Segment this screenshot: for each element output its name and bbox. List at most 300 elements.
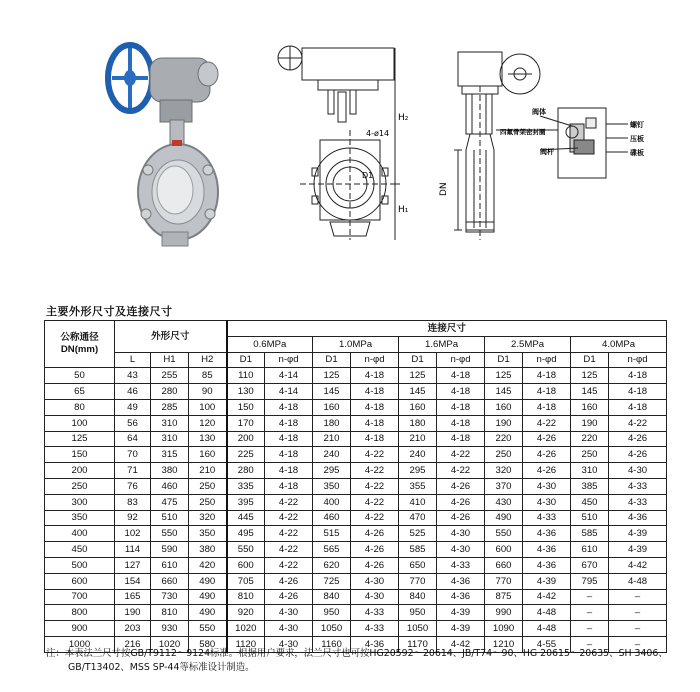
d1-label: D1 [362,171,374,180]
table-cell: 4-22 [265,526,313,542]
table-cell: 4-22 [351,463,399,479]
table-cell: 450 [571,494,609,510]
table-cell: 565 [313,542,351,558]
table-cell: 4-33 [609,494,667,510]
table-cell: 800 [45,605,115,621]
table-cell: 475 [151,494,189,510]
table-cell: 445 [227,510,265,526]
table-cell: 770 [485,573,523,589]
table-cell: 250 [571,447,609,463]
header-row-1 [45,321,667,337]
table-cell: 150 [227,399,265,415]
table-cell: 4-48 [609,573,667,589]
table-cell: 335 [227,478,265,494]
table-cell: – [571,636,609,652]
sub-header-d1: D1 [227,352,265,368]
table-cell: 550 [227,542,265,558]
table-cell: 85 [189,368,227,384]
table-cell: 4-36 [437,573,485,589]
table-cell: 610 [571,542,609,558]
table-cell: 490 [485,510,523,526]
table-cell: – [571,589,609,605]
table-cell: 4-18 [265,415,313,431]
table-cell: 460 [151,478,189,494]
table-cell: 450 [45,542,115,558]
table-row [45,510,667,526]
table-cell: 4-22 [351,478,399,494]
table-cell: 4-39 [609,526,667,542]
table-cell: 203 [115,621,151,637]
holes-label: 4-ø14 [366,129,390,138]
table-cell: 50 [45,368,115,384]
table-cell: 76 [115,478,151,494]
table-cell: 310 [151,431,189,447]
table-cell: 380 [189,542,227,558]
table-cell: 210 [399,431,437,447]
pressure-header-1: 1.0MPa [313,336,399,352]
table-cell: – [609,621,667,637]
table-cell: 4-18 [351,399,399,415]
side-view-drawing [454,52,628,240]
table-cell: 4-18 [351,431,399,447]
sub-header-nd: n-φd [437,352,485,368]
table-cell: 460 [313,510,351,526]
table-cell: 4-36 [351,636,399,652]
table-cell: 4-36 [437,589,485,605]
table-cell: 4-30 [437,526,485,542]
table-cell: 83 [115,494,151,510]
table-cell: 4-26 [351,557,399,573]
sub-header-nd: n-φd [351,352,399,368]
table-cell: 250 [189,478,227,494]
table-cell: 4-22 [523,415,571,431]
table-cell: 154 [115,573,151,589]
table-cell: 930 [151,621,189,637]
table-cell: 840 [313,589,351,605]
table-cell: 4-30 [351,573,399,589]
table-row [45,431,667,447]
table-cell: 700 [45,589,115,605]
table-cell: 160 [313,399,351,415]
table-cell: 160 [485,399,523,415]
table-cell: 550 [151,526,189,542]
table-cell: 70 [115,447,151,463]
table-cell: 550 [485,526,523,542]
table-cell: 145 [399,384,437,400]
table-cell: 4-18 [609,368,667,384]
table-cell: 4-36 [609,510,667,526]
table-cell: 90 [189,384,227,400]
table-cell: 4-18 [523,384,571,400]
pressure-header-2: 1.6MPa [399,336,485,352]
table-cell: 420 [189,557,227,573]
sub-header-h1: H1 [151,352,189,368]
table-cell: 250 [189,494,227,510]
table-cell: – [571,605,609,621]
table-cell: 4-39 [437,621,485,637]
table-cell: 660 [485,557,523,573]
table-row [45,573,667,589]
table-cell: 990 [485,605,523,621]
table-cell: 4-26 [265,573,313,589]
table-cell: 1210 [485,636,523,652]
table-cell: 4-22 [265,494,313,510]
table-cell: 900 [45,621,115,637]
table-cell: 145 [313,384,351,400]
table-cell: 210 [313,431,351,447]
table-cell: 585 [571,526,609,542]
table-cell: 165 [115,589,151,605]
table-cell: 1120 [227,636,265,652]
table-cell: 620 [313,557,351,573]
table-cell: 180 [399,415,437,431]
table-cell: 255 [151,368,189,384]
pressure-header-3: 2.5MPa [485,336,571,352]
table-cell: 4-22 [351,447,399,463]
table-cell: 4-18 [523,399,571,415]
table-cell: 4-33 [351,605,399,621]
table-cell: 4-26 [523,431,571,447]
table-cell: 4-18 [265,431,313,447]
table-cell: 4-22 [351,494,399,510]
dn-label: DN [439,182,449,196]
table-cell: 840 [399,589,437,605]
sub-header-d1: D1 [571,352,609,368]
valve-photo [108,45,218,246]
footnote-line-1: 注：本表法兰尺寸按GB/T9112～9124标准。根据用户要求，法兰尺寸也可按HG20592～20614、JB/T74～90、HG 20615～20635、SH 3406、 [46,648,668,659]
table-cell: 370 [485,478,523,494]
table-cell: 810 [151,605,189,621]
table-cell: 705 [227,573,265,589]
table-cell: 1020 [227,621,265,637]
table-cell: 580 [189,636,227,652]
table-cell: 600 [485,542,523,558]
callout-plate: 压板 [630,135,644,143]
table-cell: 1050 [399,621,437,637]
table-cell: 510 [151,510,189,526]
table-cell: 4-18 [351,384,399,400]
table-cell: 4-22 [609,415,667,431]
table-cell: 4-26 [437,510,485,526]
table-cell: 125 [571,368,609,384]
table-row [45,415,667,431]
table-cell: 280 [151,384,189,400]
table-row [45,605,667,621]
sub-header-nd: n-φd [609,352,667,368]
table-cell: 160 [571,399,609,415]
table-row [45,621,667,637]
table-cell: 950 [399,605,437,621]
table-cell: 56 [115,415,151,431]
front-view-drawing [278,46,400,240]
table-cell: 795 [571,573,609,589]
table-cell: 490 [189,589,227,605]
table-cell: 1090 [485,621,523,637]
table-cell: 4-22 [265,557,313,573]
footnote-line-2: GB/T13402、MSS SP-44等标准设计制造。 [68,662,255,673]
pressure-header-0: 0.6MPa [227,336,313,352]
table-cell: 170 [227,415,265,431]
col-outline-header: 外形尺寸 [115,321,227,353]
table-cell: 46 [115,384,151,400]
table-cell: 130 [227,384,265,400]
table-cell: 190 [115,605,151,621]
table-cell: 210 [189,463,227,479]
table-cell: 4-26 [609,431,667,447]
table-cell: 320 [189,510,227,526]
table-cell: 670 [571,557,609,573]
table-cell: 4-22 [351,510,399,526]
table-cell: 4-33 [351,621,399,637]
h1-label: H₁ [398,205,409,215]
table-cell: 500 [45,557,115,573]
table-cell: 600 [45,573,115,589]
table-cell: 350 [313,478,351,494]
table-cell: 4-33 [523,510,571,526]
table-cell: 220 [571,431,609,447]
sub-header-d1: D1 [399,352,437,368]
table-row [45,399,667,415]
table-cell: 350 [189,526,227,542]
table-cell: 4-18 [265,463,313,479]
table-cell: 610 [151,557,189,573]
table-row [45,557,667,573]
table-cell: 4-18 [437,431,485,447]
table-cell: 4-26 [351,526,399,542]
table-cell: 4-18 [351,415,399,431]
table-cell: 920 [227,605,265,621]
table-cell: 4-26 [523,463,571,479]
table-cell: 225 [227,447,265,463]
table-cell: 64 [115,431,151,447]
table-cell: 4-18 [523,368,571,384]
table-cell: 4-26 [265,589,313,605]
table-cell: 490 [189,573,227,589]
table-cell: 100 [189,399,227,415]
table-cell: 4-30 [265,605,313,621]
table-row [45,368,667,384]
table-cell: 400 [313,494,351,510]
table-cell: 102 [115,526,151,542]
table-row [45,447,667,463]
table-cell: 490 [189,605,227,621]
table-cell: 125 [313,368,351,384]
table-cell: 190 [571,415,609,431]
table-cell: 410 [399,494,437,510]
table-cell: 1170 [399,636,437,652]
table-cell: 350 [45,510,115,526]
table-cell: 220 [485,431,523,447]
table-cell: 280 [227,463,265,479]
table-cell: 160 [399,399,437,415]
table-row [45,384,667,400]
table-cell: 4-18 [437,399,485,415]
table-cell: 145 [485,384,523,400]
table-cell: 4-39 [437,605,485,621]
table-cell: 470 [399,510,437,526]
callout-stem: 阀杆 [540,148,554,156]
table-cell: 725 [313,573,351,589]
table-row [45,494,667,510]
table-cell: 4-18 [351,368,399,384]
callout-body: 阀体 [532,108,546,116]
table-cell: 1160 [313,636,351,652]
table-cell: 4-18 [609,399,667,415]
table-cell: 395 [227,494,265,510]
sub-header-nd: n-φd [265,352,313,368]
table-cell: 400 [45,526,115,542]
table-cell: 71 [115,463,151,479]
table-cell: 950 [313,605,351,621]
table-cell: 150 [45,447,115,463]
table-cell: 285 [151,399,189,415]
table-cell: 130 [189,431,227,447]
table-cell: 4-30 [523,494,571,510]
table-cell: 4-36 [523,542,571,558]
table-row [45,589,667,605]
table-cell: 4-30 [265,636,313,652]
table-cell: – [609,589,667,605]
table-cell: – [571,621,609,637]
table-row [45,542,667,558]
pressure-header-4: 4.0MPa [571,336,667,352]
table-cell: – [609,605,667,621]
table-cell: 355 [399,478,437,494]
table-cell: 4-33 [609,478,667,494]
table-cell: 4-30 [523,478,571,494]
table-cell: 4-42 [437,636,485,652]
table-cell: 4-18 [437,368,485,384]
table-cell: 4-22 [437,463,485,479]
table-cell: 65 [45,384,115,400]
table-cell: 590 [151,542,189,558]
table-cell: 200 [45,463,115,479]
table-cell: 4-26 [351,542,399,558]
table-cell: 216 [115,636,151,652]
table-cell: 4-18 [609,384,667,400]
table-cell: 4-42 [609,557,667,573]
table-cell: 240 [313,447,351,463]
table-cell: 430 [485,494,523,510]
table-cell: 4-26 [437,494,485,510]
table-cell: 600 [227,557,265,573]
table-cell: 380 [151,463,189,479]
table-cell: 4-39 [609,542,667,558]
table-cell: 495 [227,526,265,542]
table-cell: 4-18 [265,478,313,494]
table-cell: 4-33 [437,557,485,573]
table-cell: 4-36 [523,557,571,573]
table-cell: 4-30 [351,589,399,605]
table-cell: 385 [571,478,609,494]
table-cell: 4-18 [265,447,313,463]
table-cell: 4-18 [437,384,485,400]
sub-header-d1: D1 [313,352,351,368]
table-body [45,368,667,652]
table-cell: 1000 [45,636,115,652]
valve-figures [0,0,700,300]
table-row [45,478,667,494]
table-cell: 125 [485,368,523,384]
table-cell: 110 [227,368,265,384]
table-cell: 310 [571,463,609,479]
table-cell: 515 [313,526,351,542]
table-title: 主要外形尺寸及连接尺寸 [46,305,173,318]
table-cell: 295 [313,463,351,479]
table-cell: 4-30 [609,463,667,479]
footnote [46,647,686,675]
sub-header-d1: D1 [485,352,523,368]
table-row [45,463,667,479]
table-cell: 49 [115,399,151,415]
table-cell: 810 [227,589,265,605]
table-cell: 125 [45,431,115,447]
table-cell: 310 [151,415,189,431]
table-cell: 127 [115,557,151,573]
table-cell: 1050 [313,621,351,637]
table-cell: 770 [399,573,437,589]
sub-header-h2: H2 [189,352,227,368]
table-cell: 92 [115,510,151,526]
header-row-3 [45,352,667,368]
sub-header-nd: n-φd [523,352,571,368]
table-row [45,526,667,542]
table-cell: 4-26 [609,447,667,463]
table-cell: 1020 [151,636,189,652]
table-cell: 250 [45,478,115,494]
callout-disc: 碟板 [630,149,644,157]
table-cell: 4-55 [523,636,571,652]
table-cell: 4-22 [265,510,313,526]
table-cell: 295 [399,463,437,479]
table-cell: 300 [45,494,115,510]
table-cell: 4-18 [265,399,313,415]
table-cell: 730 [151,589,189,605]
table-cell: 240 [399,447,437,463]
table-cell: 650 [399,557,437,573]
col-dn-header: 公称通径 DN(mm) [45,321,115,368]
table-cell: 160 [189,447,227,463]
table-cell: 145 [571,384,609,400]
table-cell: 4-30 [437,542,485,558]
table-cell: 4-30 [265,621,313,637]
table-cell: 120 [189,415,227,431]
table-cell: 100 [45,415,115,431]
col-connect-header: 连接尺寸 [227,321,667,337]
table-cell: 510 [571,510,609,526]
table-cell: 525 [399,526,437,542]
table-cell: 190 [485,415,523,431]
h2-label: H₂ [398,113,409,123]
table-cell: 125 [399,368,437,384]
callout-screw: 螺钉 [630,121,644,129]
table-cell: 4-26 [523,447,571,463]
table-cell: 4-26 [437,478,485,494]
table-cell: 4-36 [523,526,571,542]
table-cell: 4-22 [437,447,485,463]
table-cell: 180 [313,415,351,431]
table-cell: 43 [115,368,151,384]
callout-seal: 四氟骨架密封圈 [500,128,546,136]
table-cell: 80 [45,399,115,415]
table-cell: 4-14 [265,384,313,400]
table-cell: 114 [115,542,151,558]
table-cell: 4-14 [265,368,313,384]
table-cell: 550 [189,621,227,637]
table-cell: 585 [399,542,437,558]
table-cell: 4-22 [265,542,313,558]
dimension-table [44,320,667,653]
